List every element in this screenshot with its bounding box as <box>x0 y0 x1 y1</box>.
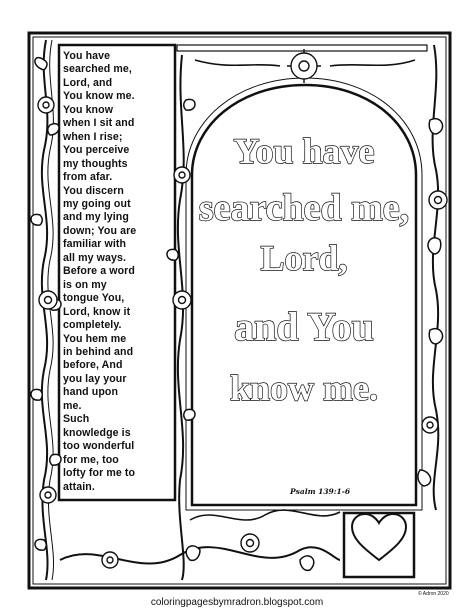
verse-line-3: Lord, <box>260 238 348 278</box>
footer-website: coloringpagesbymradron.blogspot.com <box>150 597 324 608</box>
copyright-notice: © Adron 2020 <box>418 591 449 597</box>
verse-line-2: searched me, <box>198 187 410 229</box>
passage-text: You have searched me, Lord, and You know me. You know when I sit and when I rise; You perceive my thoughts from afar. You discern my going out and my lying down; You are familiar with all my ways. Before a word is on my tongue You, Lord, know it completely. You hem me in behind and before, And you lay your hand upon me. Such knowledge is too wonderful for me, too lofty for me to attain. <box>63 50 137 493</box>
verse-line-4: and You <box>234 304 374 349</box>
scripture-reference: Psalm 139:1-6 <box>290 487 351 496</box>
verse-line-1: You have <box>233 131 375 171</box>
verse-line-5: know me. <box>229 368 379 408</box>
